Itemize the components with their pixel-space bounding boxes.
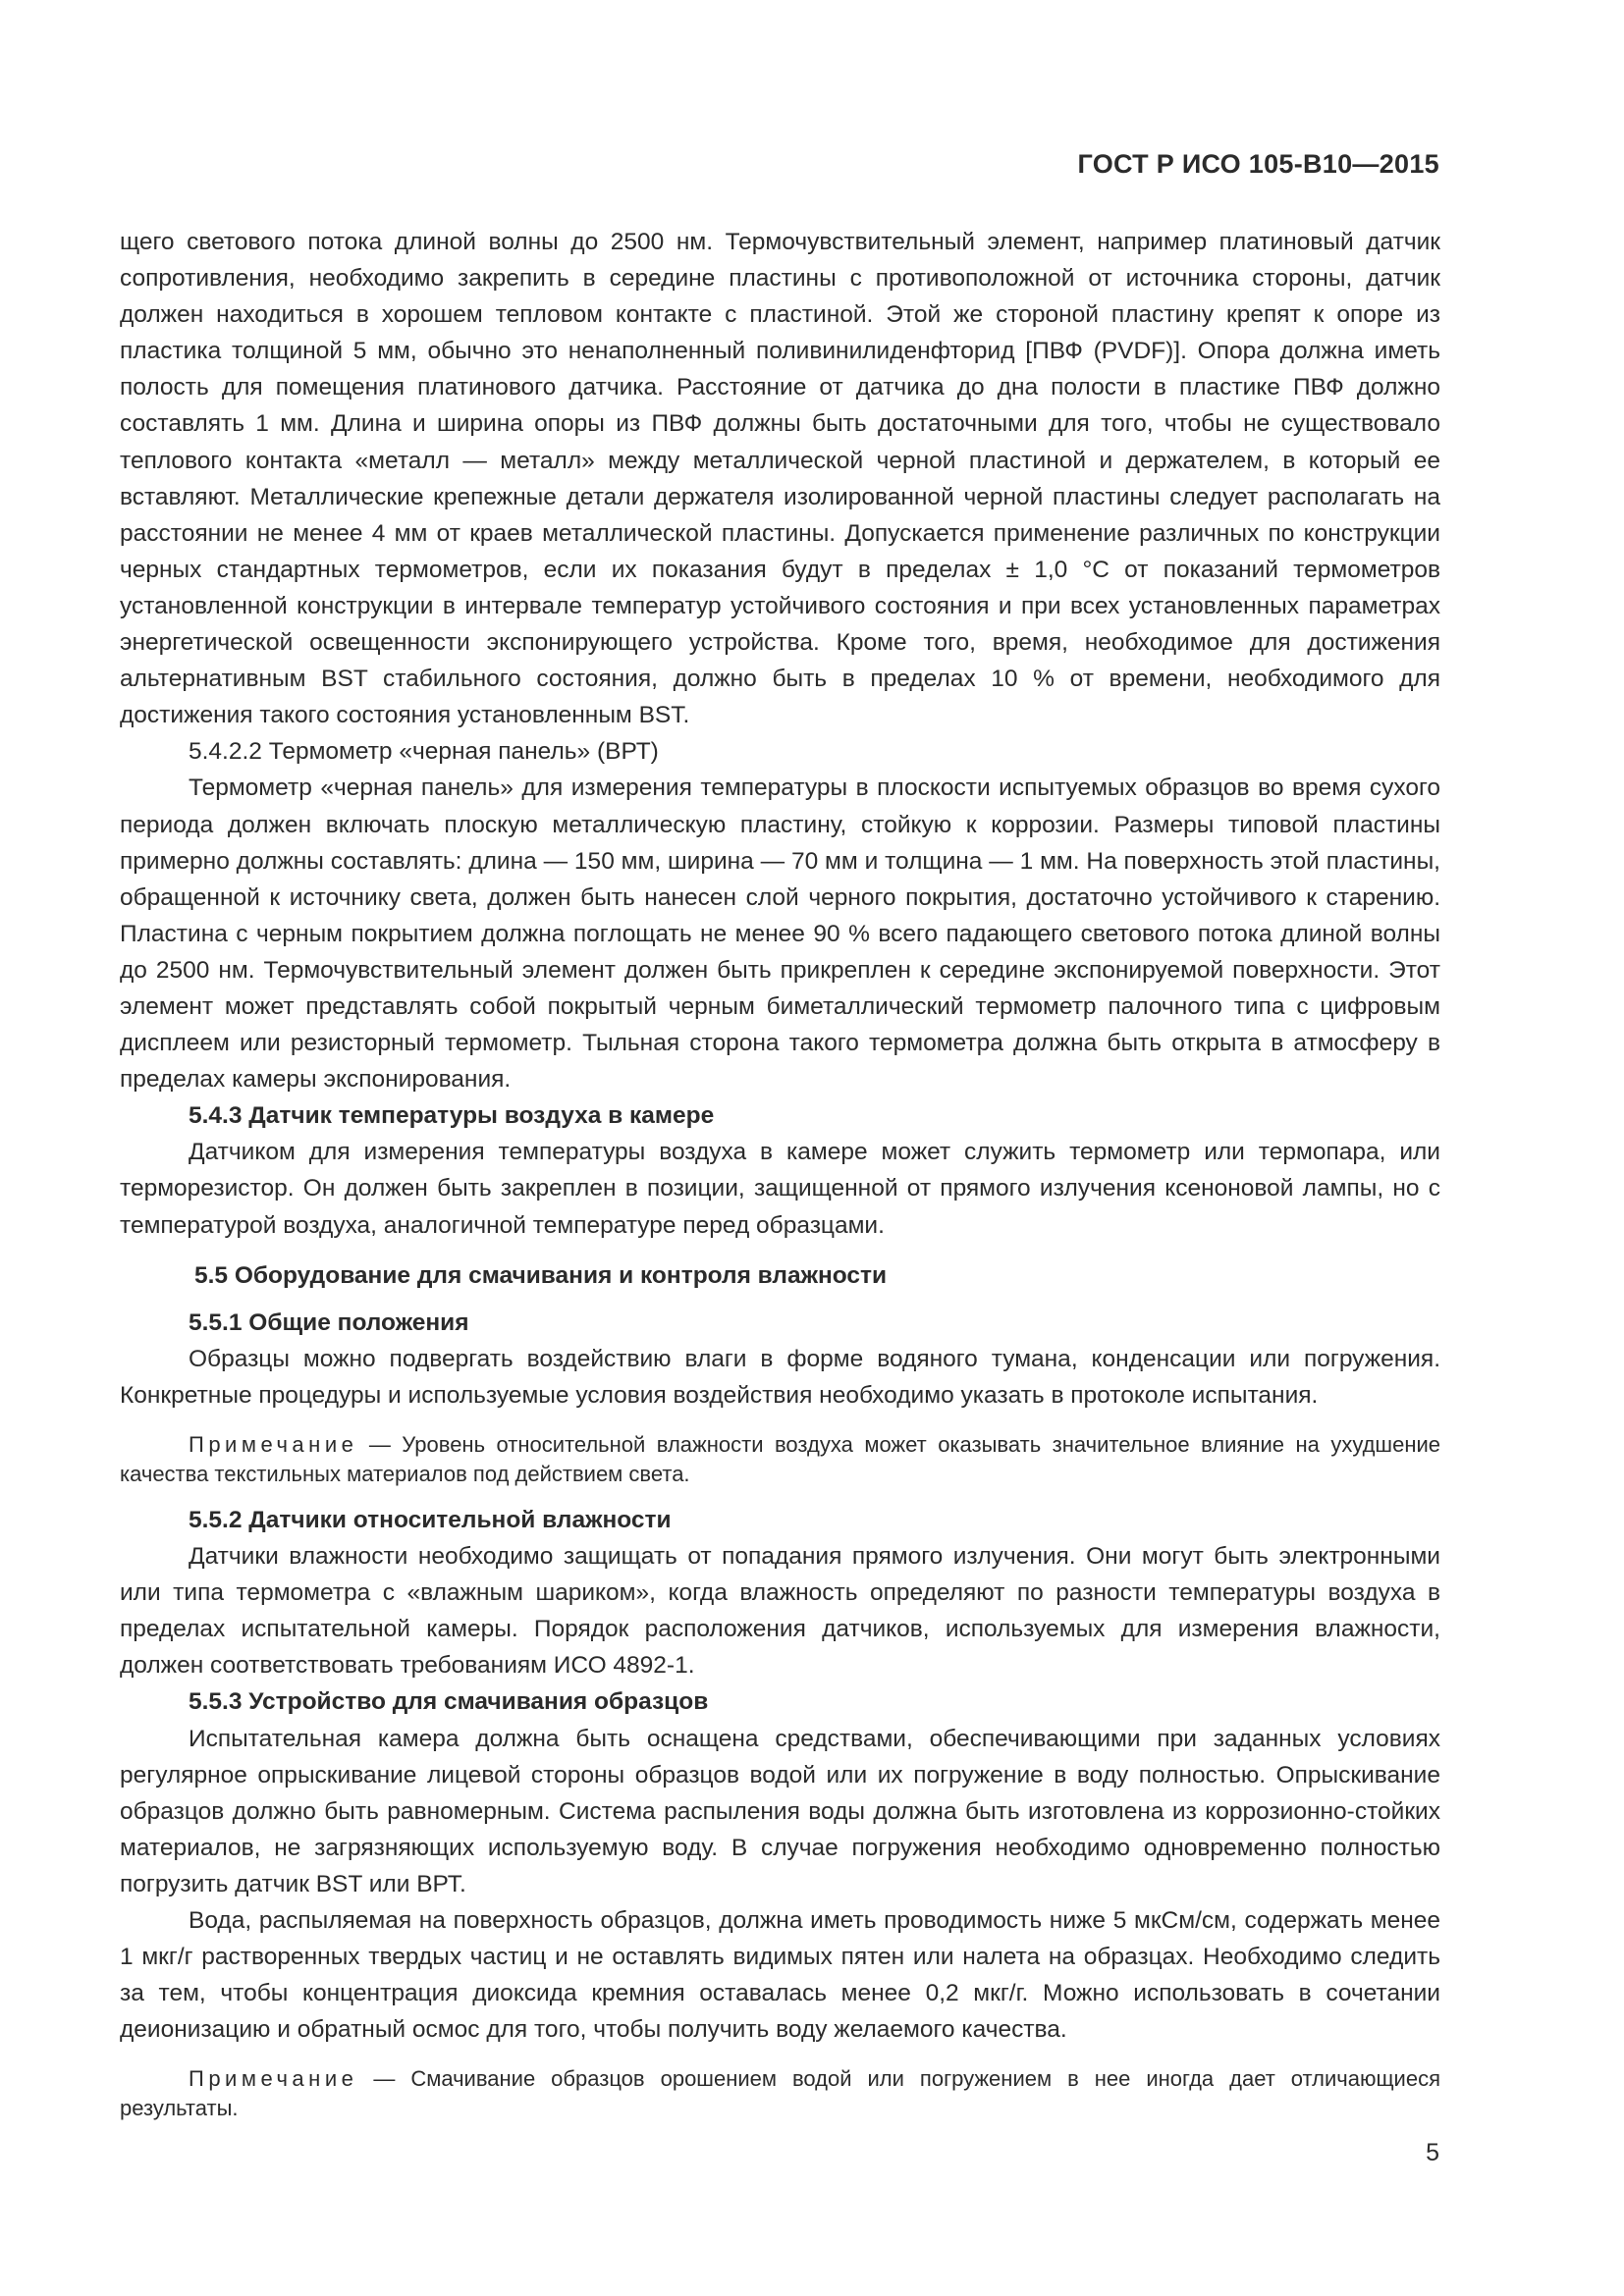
paragraph-bpt: Термометр «черная панель» для измерения температуры в плоскости испытуемых образцов во время сухого периода должен включать плоскую металлическую пластину, стойкую к коррозии. Размеры типовой пластины примерно должны составлять: длина — 150 мм, ширина — 70 мм и толщина — 1 мм. На поверхность этой пластины, обращенной к источнику света, должен быть нанесен слой черного покрытия, достаточно устойчивого к старению. Пластина с черным покрытием должна поглощать не менее 90 % всего падающего светового потока длиной волны до 2500 нм. Термочувствительный элемент должен быть прикреплен к середине экспонируемой поверхности. Этот элемент может представлять собой покрытый черным биметаллический термометр палочного типа с цифровым дисплеем или резисторный термометр. Тыльная сторона такого термометра должна быть открыта в атмосферу в пределах камеры экспонирования.: [120, 774, 1440, 1094]
note-text: — Уровень относительной влажности воздуха может оказывать значительное влияние на ухудшение качества текстильных материалов под действием света.: [120, 1432, 1440, 1486]
note-label: Примечание: [189, 1432, 358, 1457]
paragraph-bst-continuation: щего светового потока длиной волны до 2500 нм. Термочувствительный элемент, например платиновый датчик сопротивления, необходимо закрепить в середине пластины с противоположной от источника стороны, датчик должен находиться в хорошем тепловом контакте с пластиной. Этой же стороной пластину крепят к опоре из пластика толщиной 5 мм, обычно это ненаполненный поливинилиденфторид [ПВФ (PVDF)]. Опора должна иметь полость для помещения платинового датчика. Расстояние от датчика до дна полости в пластике ПВФ должно составлять 1 мм. Длина и ширина опоры из ПВФ должны быть достаточными для того, чтобы не существовало теплового контакта «металл — металл» между металлической черной пластиной и держателем, в который ее вставляют. Металлические крепежные детали держателя изолированной черной пластины следует располагать на расстоянии не менее 4 мм от краев металлической пластины. Допускается применение различных по конструкции черных стандартных термометров, если их показания будут в пределах ± 1,0 °С от показаний термометров установленной конструкции в интервале температур устойчивого состояния и при всех установленных параметрах энергетической освещенности экспонирующего устройства. Кроме того, время, необходимое для достижения альтернативным BST стабильного состояния, должно быть в пределах 10 % от времени, необходимого для достижения такого состояния установленным BST.: [120, 229, 1440, 729]
note-text: — Смачивание образцов орошением водой или погружением в нее иногда дает отличающиеся результаты.: [120, 2066, 1440, 2121]
clause-heading-5-4-3: 5.4.3 Датчик температуры воздуха в камере: [189, 1102, 715, 1130]
paragraph-air-temperature-sensor: Датчиком для измерения температуры воздуха в камере может служить термометр или термопара, или терморезистор. Он должен быть закреплен в позиции, защищенной от прямого излучения ксеноновой лампы, но с температурой воздуха, аналогичной температуре перед образцами.: [120, 1139, 1440, 1239]
clause-heading-5-5-3: 5.5.3 Устройство для смачивания образцов: [189, 1688, 709, 1716]
note-wetting: [120, 2064, 1440, 2123]
section-heading-5-5: 5.5 Оборудование для смачивания и контроля влажности: [194, 1261, 888, 1289]
page-number: 5: [1426, 2139, 1439, 2166]
note-label: Примечание: [189, 2066, 358, 2092]
document-body: [120, 224, 1440, 2136]
paragraph-humidity-sensors: Датчики влажности необходимо защищать от попадания прямого излучения. Они могут быть электронными или типа термометра с «влажным шариком», когда влажность определяют по разности температуры воздуха в пределах испытательной камеры. Порядок расположения датчиков, используемых для измерения влажности, должен соответствовать требованиям ИСО 4892-1.: [120, 1543, 1440, 1680]
note-humidity: [120, 1430, 1440, 1489]
clause-heading-5-5-1: 5.5.1 Общие положения: [189, 1308, 469, 1336]
standard-designation: ГОСТ Р ИСО 105-В10—2015: [1077, 149, 1439, 179]
paragraph-water-quality: Вода, распыляемая на поверхность образцов, должна иметь проводимость ниже 5 мкСм/см, содержать менее 1 мкг/г растворенных твердых частиц и не оставлять видимых пятен или налета на образцах. Необходимо следить за тем, чтобы концентрация диоксида кремния оставалась менее 0,2 мкг/г. Можно использовать в сочетании деионизацию и обратный осмос для того, чтобы получить воду желаемого качества.: [120, 1907, 1440, 2044]
clause-heading-5-5-2: 5.5.2 Датчики относительной влажности: [189, 1507, 672, 1533]
clause-heading-5-4-2-2: 5.4.2.2 Термометр «черная панель» (ВРТ): [189, 738, 659, 766]
paragraph-wetting-device: Испытательная камера должна быть оснащена средствами, обеспечивающими при заданных условиях регулярное опрыскивание лицевой стороны образцов водой или их погружение в воду полностью. Опрыскивание образцов должно быть равномерным. Система распыления воды должна быть изготовлена из коррозионно-стойких материалов, не загрязняющих используемую воду. В случае погружения необходимо одновременно полностью погрузить датчик BST или ВРТ.: [120, 1725, 1440, 1897]
paragraph-general-provisions: Образцы можно подвергать воздействию влаги в форме водяного тумана, конденсации или погружения. Конкретные процедуры и используемые условия воздействия необходимо указать в протоколе испытания.: [120, 1345, 1440, 1409]
